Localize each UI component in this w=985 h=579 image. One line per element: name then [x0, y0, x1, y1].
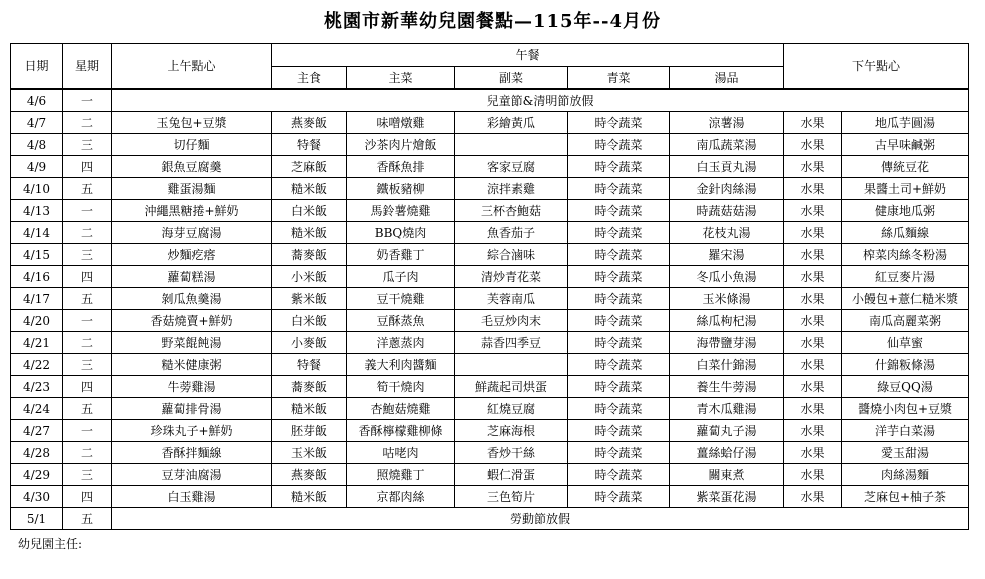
cell-side: 蒜香四季豆 [455, 332, 568, 354]
cell-pm-snack: 健康地瓜粥 [842, 200, 969, 222]
cell-soup: 涼薯湯 [670, 112, 784, 134]
table-row [11, 310, 969, 332]
cell-main: 鐵板豬柳 [347, 178, 455, 200]
cell-staple: 芝麻飯 [272, 156, 347, 178]
cell-am-snack: 切仔麵 [112, 134, 272, 156]
cell-date: 4/9 [11, 156, 63, 178]
cell-staple: 糙米飯 [272, 178, 347, 200]
cell-fruit: 水果 [784, 332, 842, 354]
table-row [11, 354, 969, 376]
cell-date: 4/22 [11, 354, 63, 376]
cell-am-snack: 豆芽油腐湯 [112, 464, 272, 486]
cell-staple: 特餐 [272, 134, 347, 156]
cell-date: 4/21 [11, 332, 63, 354]
cell-fruit: 水果 [784, 420, 842, 442]
cell-staple: 紫米飯 [272, 288, 347, 310]
cell-soup: 關東煮 [670, 464, 784, 486]
header-pm-snack: 下午點心 [784, 44, 969, 90]
cell-staple: 小米飯 [272, 266, 347, 288]
cell-date: 4/15 [11, 244, 63, 266]
cell-fruit: 水果 [784, 486, 842, 508]
cell-weekday: 二 [63, 112, 112, 134]
cell-veg: 時令蔬菜 [568, 310, 670, 332]
cell-am-snack: 玉兔包+豆漿 [112, 112, 272, 134]
cell-pm-snack: 綠豆QQ湯 [842, 376, 969, 398]
cell-pm-snack: 果醬土司+鮮奶 [842, 178, 969, 200]
cell-date: 4/6 [11, 89, 63, 112]
table-row [11, 222, 969, 244]
cell-fruit: 水果 [784, 398, 842, 420]
menu-table [10, 43, 969, 530]
cell-am-snack: 白玉雞湯 [112, 486, 272, 508]
cell-pm-snack: 什錦粄條湯 [842, 354, 969, 376]
cell-weekday: 四 [63, 156, 112, 178]
cell-main: 味噌燉雞 [347, 112, 455, 134]
cell-veg: 時令蔬菜 [568, 266, 670, 288]
cell-am-snack: 野菜餛飩湯 [112, 332, 272, 354]
table-row [11, 376, 969, 398]
header-am-snack: 上午點心 [112, 44, 272, 90]
cell-side: 香炒干絲 [455, 442, 568, 464]
cell-staple: 特餐 [272, 354, 347, 376]
cell-staple: 燕麥飯 [272, 112, 347, 134]
cell-weekday: 一 [63, 200, 112, 222]
cell-side: 魚香茄子 [455, 222, 568, 244]
cell-weekday: 三 [63, 244, 112, 266]
header-veg: 青菜 [568, 67, 670, 90]
cell-main: 杏鮑菇燒雞 [347, 398, 455, 420]
cell-side: 三色筍片 [455, 486, 568, 508]
cell-weekday: 四 [63, 376, 112, 398]
cell-date: 4/7 [11, 112, 63, 134]
cell-soup: 玉米條湯 [670, 288, 784, 310]
cell-am-snack: 沖繩黑糖捲+鮮奶 [112, 200, 272, 222]
cell-weekday: 五 [63, 178, 112, 200]
cell-fruit: 水果 [784, 464, 842, 486]
cell-date: 4/13 [11, 200, 63, 222]
cell-staple: 白米飯 [272, 200, 347, 222]
cell-side: 清炒青花菜 [455, 266, 568, 288]
cell-am-snack: 蘿蔔糕湯 [112, 266, 272, 288]
cell-soup: 白玉貢丸湯 [670, 156, 784, 178]
cell-date: 4/30 [11, 486, 63, 508]
menu-body [11, 89, 969, 530]
cell-fruit: 水果 [784, 288, 842, 310]
cell-veg: 時令蔬菜 [568, 354, 670, 376]
cell-pm-snack: 愛玉甜湯 [842, 442, 969, 464]
cell-side: 三杯杏鮑菇 [455, 200, 568, 222]
cell-fruit: 水果 [784, 354, 842, 376]
cell-veg: 時令蔬菜 [568, 332, 670, 354]
cell-staple: 燕麥飯 [272, 464, 347, 486]
cell-main: 香酥檸檬雞柳條 [347, 420, 455, 442]
cell-soup: 絲瓜枸杞湯 [670, 310, 784, 332]
cell-staple: 糙米飯 [272, 398, 347, 420]
cell-soup: 南瓜蔬菜湯 [670, 134, 784, 156]
cell-side: 客家豆腐 [455, 156, 568, 178]
header-date: 日期 [11, 44, 63, 90]
table-row [11, 266, 969, 288]
cell-pm-snack: 古早味鹹粥 [842, 134, 969, 156]
cell-am-snack: 香酥拌麵線 [112, 442, 272, 464]
cell-main: BBQ燒肉 [347, 222, 455, 244]
cell-main: 筍干燒肉 [347, 376, 455, 398]
cell-pm-snack: 洋芋白菜湯 [842, 420, 969, 442]
cell-staple: 小麥飯 [272, 332, 347, 354]
cell-staple: 白米飯 [272, 310, 347, 332]
cell-pm-snack: 地瓜芋圓湯 [842, 112, 969, 134]
cell-main: 香酥魚排 [347, 156, 455, 178]
table-row [11, 112, 969, 134]
cell-main: 照燒雞丁 [347, 464, 455, 486]
cell-date: 4/16 [11, 266, 63, 288]
cell-veg: 時令蔬菜 [568, 398, 670, 420]
cell-veg: 時令蔬菜 [568, 288, 670, 310]
cell-weekday: 一 [63, 310, 112, 332]
cell-soup: 花枝丸湯 [670, 222, 784, 244]
cell-am-snack: 雞蛋湯麵 [112, 178, 272, 200]
cell-main: 馬鈴薯燒雞 [347, 200, 455, 222]
table-row [11, 134, 969, 156]
cell-pm-snack: 紅豆麥片湯 [842, 266, 969, 288]
cell-staple: 蕎麥飯 [272, 376, 347, 398]
cell-date: 4/24 [11, 398, 63, 420]
cell-main: 京都肉絲 [347, 486, 455, 508]
cell-weekday: 二 [63, 332, 112, 354]
cell-soup: 金針肉絲湯 [670, 178, 784, 200]
cell-pm-snack: 榨菜肉絲冬粉湯 [842, 244, 969, 266]
cell-am-snack: 剝瓜魚羹湯 [112, 288, 272, 310]
cell-fruit: 水果 [784, 266, 842, 288]
cell-pm-snack: 絲瓜麵線 [842, 222, 969, 244]
cell-fruit: 水果 [784, 222, 842, 244]
cell-am-snack: 牛蒡雞湯 [112, 376, 272, 398]
cell-date: 4/10 [11, 178, 63, 200]
cell-staple: 玉米飯 [272, 442, 347, 464]
table-row [11, 508, 969, 530]
cell-main: 咕咾肉 [347, 442, 455, 464]
cell-weekday: 四 [63, 486, 112, 508]
cell-am-snack: 香菇燒賣+鮮奶 [112, 310, 272, 332]
cell-am-snack: 銀魚豆腐羹 [112, 156, 272, 178]
cell-date: 4/23 [11, 376, 63, 398]
cell-side: 鮮蔬起司烘蛋 [455, 376, 568, 398]
cell-veg: 時令蔬菜 [568, 442, 670, 464]
cell-fruit: 水果 [784, 178, 842, 200]
cell-veg: 時令蔬菜 [568, 420, 670, 442]
table-row [11, 442, 969, 464]
cell-weekday: 二 [63, 222, 112, 244]
cell-pm-snack: 肉絲湯麵 [842, 464, 969, 486]
cell-date: 4/27 [11, 420, 63, 442]
cell-fruit: 水果 [784, 310, 842, 332]
cell-veg: 時令蔬菜 [568, 464, 670, 486]
cell-weekday: 四 [63, 266, 112, 288]
cell-fruit: 水果 [784, 442, 842, 464]
cell-fruit: 水果 [784, 244, 842, 266]
table-row [11, 420, 969, 442]
cell-staple: 胚芽飯 [272, 420, 347, 442]
cell-date: 4/28 [11, 442, 63, 464]
cell-side: 芙蓉南瓜 [455, 288, 568, 310]
cell-pm-snack: 芝麻包+柚子茶 [842, 486, 969, 508]
cell-veg: 時令蔬菜 [568, 486, 670, 508]
cell-weekday: 二 [63, 442, 112, 464]
cell-am-snack: 炒麵疙瘩 [112, 244, 272, 266]
table-row [11, 178, 969, 200]
cell-soup: 白菜什錦湯 [670, 354, 784, 376]
cell-side: 紅燒豆腐 [455, 398, 568, 420]
cell-soup: 紫菜蛋花湯 [670, 486, 784, 508]
cell-side: 涼拌素雞 [455, 178, 568, 200]
header-lunch: 午餐 [272, 44, 784, 67]
cell-am-snack: 珍珠丸子+鮮奶 [112, 420, 272, 442]
header-soup: 湯品 [670, 67, 784, 90]
cell-soup: 海帶鹽芽湯 [670, 332, 784, 354]
cell-holiday: 勞動節放假 [112, 508, 969, 530]
table-row [11, 156, 969, 178]
cell-soup: 養生牛蒡湯 [670, 376, 784, 398]
cell-main: 豆酥蒸魚 [347, 310, 455, 332]
table-row [11, 200, 969, 222]
cell-fruit: 水果 [784, 112, 842, 134]
cell-am-snack: 糙米健康粥 [112, 354, 272, 376]
cell-main: 奶香雞丁 [347, 244, 455, 266]
page-title: 桃園市新華幼兒園餐點—115年--4月份 [323, 11, 662, 32]
cell-date: 4/29 [11, 464, 63, 486]
cell-weekday: 一 [63, 89, 112, 112]
cell-main: 豆干燒雞 [347, 288, 455, 310]
cell-pm-snack: 南瓜高麗菜粥 [842, 310, 969, 332]
cell-pm-snack: 仙草蜜 [842, 332, 969, 354]
cell-staple: 糙米飯 [272, 486, 347, 508]
cell-soup: 冬瓜小魚湯 [670, 266, 784, 288]
cell-fruit: 水果 [784, 200, 842, 222]
cell-veg: 時令蔬菜 [568, 156, 670, 178]
table-row [11, 486, 969, 508]
cell-side: 綜合滷味 [455, 244, 568, 266]
footer-signature: 幼兒園主任: [18, 537, 83, 551]
cell-weekday: 五 [63, 288, 112, 310]
cell-main: 洋蔥蒸肉 [347, 332, 455, 354]
cell-soup: 羅宋湯 [670, 244, 784, 266]
header-side: 副菜 [455, 67, 568, 90]
cell-fruit: 水果 [784, 134, 842, 156]
cell-side [455, 354, 568, 376]
table-row [11, 398, 969, 420]
cell-veg: 時令蔬菜 [568, 244, 670, 266]
table-row [11, 89, 969, 112]
cell-veg: 時令蔬菜 [568, 376, 670, 398]
cell-side: 彩繪黃瓜 [455, 112, 568, 134]
table-row [11, 464, 969, 486]
cell-date: 4/20 [11, 310, 63, 332]
table-row [11, 288, 969, 310]
cell-date: 4/8 [11, 134, 63, 156]
cell-side: 芝麻海根 [455, 420, 568, 442]
cell-fruit: 水果 [784, 376, 842, 398]
cell-fruit: 水果 [784, 156, 842, 178]
cell-date: 4/14 [11, 222, 63, 244]
cell-side [455, 134, 568, 156]
cell-veg: 時令蔬菜 [568, 200, 670, 222]
cell-soup: 薑絲蛤仔湯 [670, 442, 784, 464]
cell-soup: 蘿蔔丸子湯 [670, 420, 784, 442]
cell-date: 5/1 [11, 508, 63, 530]
cell-main: 義大利肉醬麵 [347, 354, 455, 376]
cell-am-snack: 海芽豆腐湯 [112, 222, 272, 244]
cell-staple: 蕎麥飯 [272, 244, 347, 266]
cell-veg: 時令蔬菜 [568, 222, 670, 244]
cell-weekday: 三 [63, 354, 112, 376]
cell-am-snack: 蘿蔔排骨湯 [112, 398, 272, 420]
cell-side: 毛豆炒肉末 [455, 310, 568, 332]
cell-soup: 時蔬菇菇湯 [670, 200, 784, 222]
cell-weekday: 一 [63, 420, 112, 442]
cell-veg: 時令蔬菜 [568, 134, 670, 156]
header-main: 主菜 [347, 67, 455, 90]
cell-pm-snack: 傳統豆花 [842, 156, 969, 178]
cell-staple: 糙米飯 [272, 222, 347, 244]
cell-veg: 時令蔬菜 [568, 178, 670, 200]
cell-side: 蝦仁滑蛋 [455, 464, 568, 486]
cell-weekday: 五 [63, 508, 112, 530]
table-row [11, 244, 969, 266]
cell-veg: 時令蔬菜 [568, 112, 670, 134]
cell-main: 瓜子肉 [347, 266, 455, 288]
header-weekday: 星期 [63, 44, 112, 90]
table-row [11, 332, 969, 354]
cell-main: 沙茶肉片燴飯 [347, 134, 455, 156]
cell-date: 4/17 [11, 288, 63, 310]
cell-weekday: 三 [63, 464, 112, 486]
cell-pm-snack: 醬燒小肉包+豆漿 [842, 398, 969, 420]
cell-weekday: 三 [63, 134, 112, 156]
cell-pm-snack: 小饅包+薏仁糙米漿 [842, 288, 969, 310]
header-staple: 主食 [272, 67, 347, 90]
cell-weekday: 五 [63, 398, 112, 420]
cell-soup: 青木瓜雞湯 [670, 398, 784, 420]
cell-holiday: 兒童節&清明節放假 [112, 89, 969, 112]
